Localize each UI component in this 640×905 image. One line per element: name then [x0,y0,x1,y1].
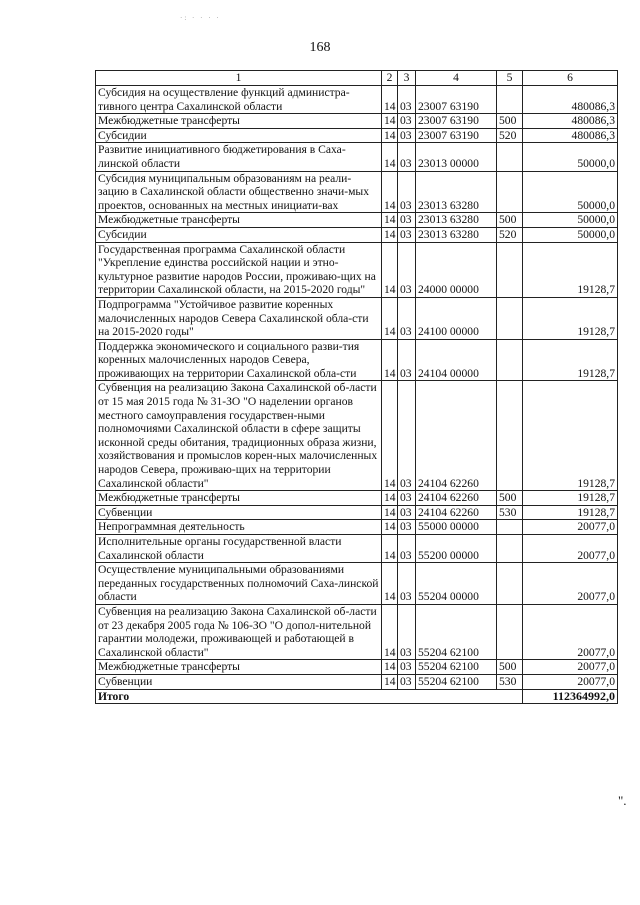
row-name-cell: Межбюджетные трансферты [96,114,382,129]
row-expense-type-cell [497,242,523,297]
row-expense-type-cell: 530 [497,505,523,520]
row-amount-cell: 20077,0 [523,520,618,535]
row-name-cell: Субсидии [96,128,382,143]
table-row [96,143,618,171]
row-target-article-cell: 24104 62260 [416,381,497,491]
row-amount-cell: 19128,7 [523,505,618,520]
row-amount-cell: 19128,7 [523,491,618,506]
row-name-cell: Субсидии [96,227,382,242]
row-amount-cell: 20077,0 [523,660,618,675]
row-name-cell: Непрограммная деятельность [96,520,382,535]
row-subsection-cell: 03 [398,674,416,689]
row-subsection-cell: 03 [398,505,416,520]
row-section-cell: 14 [382,535,398,563]
table-row [96,171,618,213]
row-expense-type-cell [497,563,523,605]
row-name-cell: Осуществление муниципальными образованиями переданных государственных полномочий Саха-линской области [96,563,382,605]
table-row [96,563,618,605]
row-subsection-cell: 03 [398,563,416,605]
row-subsection-cell: 03 [398,520,416,535]
row-target-article-cell: 23007 63190 [416,114,497,129]
row-amount-cell: 50000,0 [523,143,618,171]
table-body [96,71,618,704]
row-expense-type-cell: 520 [497,227,523,242]
row-section-cell: 14 [382,242,398,297]
table-row [96,520,618,535]
row-amount-cell: 19128,7 [523,381,618,491]
row-subsection-cell: 03 [398,381,416,491]
total-label: Итого [96,689,523,704]
row-target-article-cell: 23013 63280 [416,171,497,213]
row-target-article-cell: 23013 00000 [416,143,497,171]
row-name-cell: Развитие инициативного бюджетирования в Саха-линской области [96,143,382,171]
table-row [96,339,618,381]
row-amount-cell: 20077,0 [523,674,618,689]
row-expense-type-cell [497,604,523,659]
row-amount-cell: 20077,0 [523,535,618,563]
budget-table [95,70,618,704]
row-section-cell: 14 [382,171,398,213]
row-section-cell: 14 [382,604,398,659]
row-target-article-cell: 24104 62260 [416,505,497,520]
row-target-article-cell: 23007 63190 [416,128,497,143]
header-cell: 1 [96,71,382,86]
row-section-cell: 14 [382,143,398,171]
row-section-cell: 14 [382,563,398,605]
row-name-cell: Субвенция на реализацию Закона Сахалинской об-ласти от 15 мая 2015 года № 31-ЗО "О наделении органов местного самоуправления государствен-ными полномочиями Сахалинской области в сфере защиты исконной среды обитания, традиционных образа жизни, хозяйствования и промыслов корен-ных малочисленных народов Севера, проживаю-щих на территории Сахалинской области" [96,381,382,491]
row-subsection-cell: 03 [398,339,416,381]
table-row [96,242,618,297]
row-name-cell: Субвенция на реализацию Закона Сахалинской об-ласти от 23 декабря 2005 года № 106-ЗО "О допол-нительной гарантии молодежи, проживающей и работающей в Сахалинской области" [96,604,382,659]
row-target-article-cell: 55204 62100 [416,604,497,659]
row-target-article-cell: 55204 00000 [416,563,497,605]
row-section-cell: 14 [382,114,398,129]
row-amount-cell: 480086,3 [523,86,618,114]
table-row [96,381,618,491]
row-amount-cell: 50000,0 [523,171,618,213]
table-row [96,674,618,689]
table-row [96,535,618,563]
row-amount-cell: 20077,0 [523,563,618,605]
table-row [96,660,618,675]
row-expense-type-cell [497,86,523,114]
row-subsection-cell: 03 [398,227,416,242]
row-name-cell: Субсидия муниципальным образованиям на реали-зацию в Сахалинской области общественно значи-мых проектов, основанных на местных инициати-вах [96,171,382,213]
row-subsection-cell: 03 [398,86,416,114]
row-amount-cell: 19128,7 [523,242,618,297]
table-row [96,213,618,228]
table-row [96,604,618,659]
row-subsection-cell: 03 [398,114,416,129]
row-expense-type-cell [497,171,523,213]
table-row [96,114,618,129]
row-subsection-cell: 03 [398,143,416,171]
row-amount-cell: 19128,7 [523,339,618,381]
row-expense-type-cell: 500 [497,660,523,675]
row-subsection-cell: 03 [398,213,416,228]
table-header-row [96,71,618,86]
header-cell: 2 [382,71,398,86]
row-subsection-cell: 03 [398,171,416,213]
row-section-cell: 14 [382,491,398,506]
header-cell: 6 [523,71,618,86]
row-subsection-cell: 03 [398,491,416,506]
row-subsection-cell: 03 [398,604,416,659]
closing-quote: ". [618,793,627,808]
header-cell: 3 [398,71,416,86]
row-amount-cell: 20077,0 [523,604,618,659]
row-expense-type-cell [497,143,523,171]
row-target-article-cell: 23007 63190 [416,86,497,114]
row-target-article-cell: 55200 00000 [416,535,497,563]
row-section-cell: 14 [382,505,398,520]
row-expense-type-cell: 520 [497,128,523,143]
row-expense-type-cell: 530 [497,674,523,689]
row-target-article-cell: 23013 63280 [416,213,497,228]
row-name-cell: Поддержка экономического и социального разви-тия коренных малочисленных народов Севера, проживающих на территории Сахалинской обла-сти [96,339,382,381]
total-amount: 112364992,0 [523,689,618,704]
table-row [96,227,618,242]
row-section-cell: 14 [382,86,398,114]
row-target-article-cell: 23013 63280 [416,227,497,242]
row-name-cell: Межбюджетные трансферты [96,660,382,675]
row-target-article-cell: 24000 00000 [416,242,497,297]
row-target-article-cell: 55204 62100 [416,674,497,689]
row-expense-type-cell [497,535,523,563]
row-amount-cell: 480086,3 [523,128,618,143]
row-target-article-cell: 55204 62100 [416,660,497,675]
row-name-cell: Подпрограмма "Устойчивое развитие коренных малочисленных народов Севера Сахалинской обла-сти на 2015-2020 годы" [96,297,382,339]
row-target-article-cell: 24104 00000 [416,339,497,381]
table-row [96,297,618,339]
row-amount-cell: 50000,0 [523,227,618,242]
row-section-cell: 14 [382,227,398,242]
row-target-article-cell: 24100 00000 [416,297,497,339]
row-expense-type-cell: 500 [497,491,523,506]
row-amount-cell: 480086,3 [523,114,618,129]
row-name-cell: Субвенции [96,505,382,520]
table-row [96,128,618,143]
total-row [96,689,618,704]
row-subsection-cell: 03 [398,242,416,297]
row-expense-type-cell: 500 [497,213,523,228]
row-section-cell: 14 [382,674,398,689]
row-expense-type-cell [497,381,523,491]
row-section-cell: 14 [382,381,398,491]
row-name-cell: Субвенции [96,674,382,689]
row-amount-cell: 50000,0 [523,213,618,228]
row-expense-type-cell [497,520,523,535]
row-section-cell: 14 [382,297,398,339]
table-row [96,505,618,520]
table-row [96,491,618,506]
row-target-article-cell: 24104 62260 [416,491,497,506]
row-subsection-cell: 03 [398,128,416,143]
row-subsection-cell: 03 [398,660,416,675]
table-row [96,86,618,114]
row-subsection-cell: 03 [398,535,416,563]
row-amount-cell: 19128,7 [523,297,618,339]
row-name-cell: Исполнительные органы государственной власти Сахалинской области [96,535,382,563]
row-section-cell: 14 [382,213,398,228]
row-name-cell: Межбюджетные трансферты [96,213,382,228]
row-expense-type-cell [497,339,523,381]
row-section-cell: 14 [382,660,398,675]
row-name-cell: Субсидия на осуществление функций администра-тивного центра Сахалинской области [96,86,382,114]
page-number: 168 [309,40,331,55]
header-cell: 5 [497,71,523,86]
row-section-cell: 14 [382,520,398,535]
header-cell: 4 [416,71,497,86]
row-expense-type-cell [497,297,523,339]
row-section-cell: 14 [382,339,398,381]
scan-mark: ·: · · · · [180,14,221,22]
row-section-cell: 14 [382,128,398,143]
row-name-cell: Государственная программа Сахалинской области "Укрепление единства российской нации и этно-культурное развитие народов России, проживаю-щих на территории Сахалинской области, на 2015-2020 годы" [96,242,382,297]
row-name-cell: Межбюджетные трансферты [96,491,382,506]
row-target-article-cell: 55000 00000 [416,520,497,535]
row-subsection-cell: 03 [398,297,416,339]
row-expense-type-cell: 500 [497,114,523,129]
